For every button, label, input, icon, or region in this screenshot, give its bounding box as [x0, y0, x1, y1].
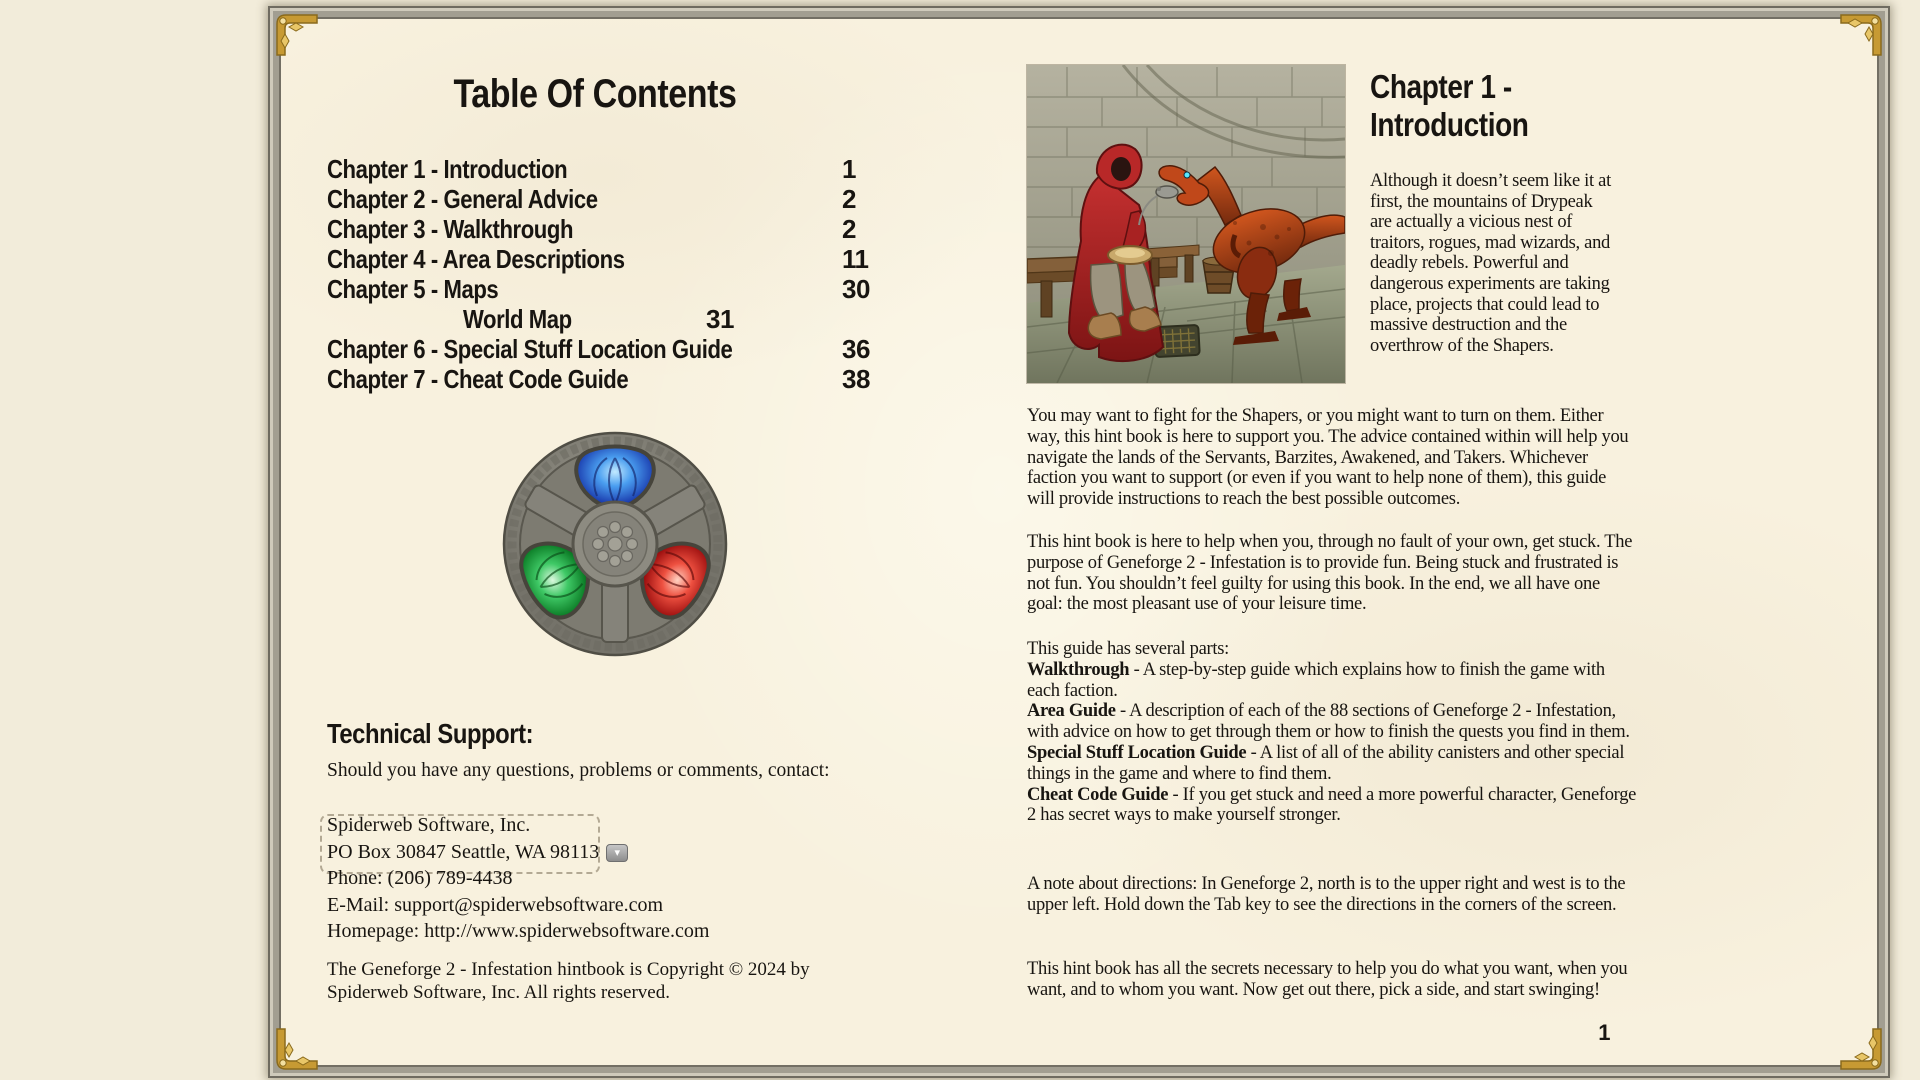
- chevron-down-icon: ▾: [614, 845, 620, 859]
- phone-line: Phone: (206) 789-4438: [327, 867, 513, 889]
- toc-row: [327, 184, 937, 214]
- guide-part-desc: - If you get stuck and need a more powerful character, Geneforge 2 has secret ways to make yourself stronger.: [1027, 784, 1637, 826]
- toc-row: [327, 244, 937, 274]
- guide-part-item: [1027, 743, 1637, 785]
- toc-entry-label: Chapter 5 - Maps: [327, 274, 499, 304]
- guide-part-desc: - A description of each of the 88 sections of Geneforge 2 - Infestation, with advice on how to get through them or how to finish the quests you find in them.: [1027, 701, 1630, 743]
- toc-entry-label: World Map: [463, 304, 572, 334]
- guide-part-desc: - A step-by-step guide which explains how to finish the game with each faction.: [1027, 659, 1605, 701]
- toc-entry-page: 1: [842, 154, 856, 184]
- toc-row: [327, 364, 937, 394]
- org-name: Spiderweb Software, Inc.: [327, 814, 531, 836]
- page-number: 1: [1598, 1020, 1610, 1045]
- toc-entry-label: Chapter 7 - Cheat Code Guide: [327, 364, 629, 394]
- chapter1-paragraph: This hint book is here to help when you, through no fault of your own, get stuck. The purpose of Geneforge 2 - Infestation is to provide fun. Being stuck and frustrated is not fun. You shouldn’t feel guilty for using this book. In the end, we all have one goal: the most pleasant use of your leisure time.: [1027, 532, 1633, 615]
- frame-corner-ornament: [1838, 1026, 1884, 1072]
- faction-emblem: [502, 431, 728, 657]
- email-line: E-Mail: support@spiderwebsoftware.com: [327, 893, 664, 916]
- page-frame: [268, 6, 1890, 1078]
- address-line: [327, 839, 710, 866]
- table-of-contents: [327, 154, 937, 394]
- guide-parts-intro: This guide has several parts:: [1027, 639, 1229, 659]
- toc-entry-page: 30: [842, 274, 870, 304]
- toc-row: [327, 214, 937, 244]
- guide-part-name: Special Stuff Location Guide: [1027, 742, 1247, 763]
- dungeon-illustration: [1027, 65, 1345, 383]
- contact-block: [327, 812, 710, 945]
- guide-part-name: Cheat Code Guide: [1027, 784, 1169, 805]
- guide-part-name: Walkthrough: [1027, 659, 1130, 680]
- toc-entry-label: Chapter 6 - Special Stuff Location Guide: [327, 334, 733, 364]
- toc-entry-page: 2: [842, 214, 856, 244]
- guide-part-desc: - A list of all of the ability canisters and other special things in the game and where to find them.: [1027, 742, 1625, 784]
- toc-entry-page: 2: [842, 184, 856, 214]
- homepage-line: Homepage: http://www.spiderwebsoftware.com: [327, 920, 710, 942]
- guide-part-item: [1027, 701, 1637, 743]
- copyright-notice: The Geneforge 2 - Infestation hintbook is Copyright © 2024 by Spiderweb Software, Inc. All rights reserved.: [327, 959, 810, 1003]
- frame-corner-ornament: [274, 1026, 320, 1072]
- address-text: PO Box 30847 Seattle, WA 98113: [327, 840, 600, 863]
- toc-entry-page: 38: [842, 364, 870, 394]
- guide-part-item: [1027, 785, 1637, 827]
- toc-entry-label: Chapter 2 - General Advice: [327, 184, 598, 214]
- chapter1-paragraph: You may want to fight for the Shapers, or you might want to turn on them. Either way, this hint book is here to support you. The advice contained within will help you navigate the lands of the Servants, Barzites, Awakened, and Takers. Whichever faction you want to support (or even if you want to help none of them), this guide will provide instructions to reach the best possible outcomes.: [1027, 406, 1629, 510]
- toc-entry-page: 11: [842, 244, 869, 274]
- toc-entry-label: Chapter 1 - Introduction: [327, 154, 568, 184]
- guide-part-item: [1027, 660, 1637, 702]
- support-intro: Should you have any questions, problems or comments, contact:: [327, 760, 830, 781]
- chapter1-heading-line2: Introduction: [1370, 106, 1529, 143]
- technical-support-heading: [327, 718, 570, 750]
- chapter1-heading-line1: Chapter 1 -: [1370, 68, 1512, 105]
- toc-entry-label: Chapter 3 - Walkthrough: [327, 214, 574, 244]
- toc-entry-page: 31: [706, 304, 734, 334]
- chapter1-paragraph: A note about directions: In Geneforge 2, north is to the upper right and west is to the upper left. Hold down the Tab key to see the directions in the corners of the screen.: [1027, 874, 1626, 915]
- chapter1-heading: [1370, 68, 1556, 144]
- frame-corner-ornament: [1838, 12, 1884, 58]
- toc-row: [327, 334, 937, 364]
- chapter1-lead-paragraph: Although it doesn’t seem like it at first, the mountains of Drypeak are actually a vicious nest of traitors, rogues, mad wizards, and deadly rebels. Powerful and dangerous experiments are taking place, projects that could lead to massive destruction and the overthrow of the Shapers.: [1370, 171, 1611, 356]
- frame-corner-ornament: [274, 12, 320, 58]
- toc-title-text: Table Of Contents: [453, 72, 737, 116]
- guide-parts-list: [1027, 639, 1637, 826]
- guide-part-name: Area Guide: [1027, 701, 1116, 722]
- address-detector-button[interactable]: [606, 844, 628, 862]
- toc-row: [327, 154, 937, 184]
- toc-title: [327, 72, 863, 117]
- toc-row: [327, 304, 937, 334]
- toc-entry-label: Chapter 4 - Area Descriptions: [327, 244, 625, 274]
- chapter1-paragraph: This hint book has all the secrets necessary to help you do what you want, when you want, and to whom you want. Now get out there, pick a side, and start swinging!: [1027, 959, 1628, 1000]
- technical-support-heading-text: Technical Support:: [327, 718, 534, 749]
- toc-row: [327, 274, 937, 304]
- toc-entry-page: 36: [842, 334, 870, 364]
